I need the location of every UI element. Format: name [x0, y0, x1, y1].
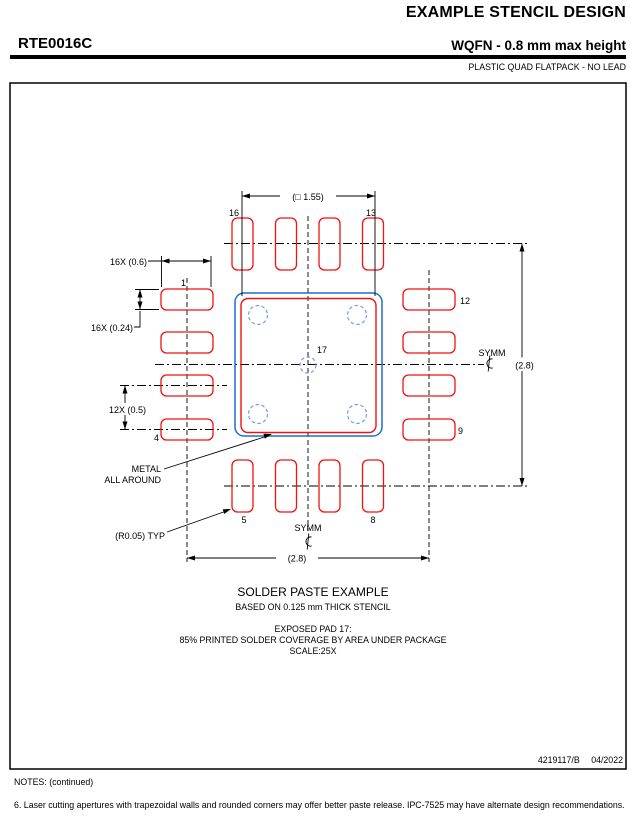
centerlines [120, 216, 527, 562]
symm-right-label: SYMM [478, 348, 506, 358]
title-block [538, 755, 623, 765]
caption-block [10, 585, 616, 657]
note-number: 6. [14, 800, 22, 810]
dim-pad-length-label: 16X (0.6) [109, 257, 147, 267]
pin13-label: 13 [366, 208, 377, 218]
page-title: EXAMPLE STENCIL DESIGN [405, 4, 626, 21]
pad-pin16 [232, 218, 253, 270]
caption-line2: 85% PRINTED SOLDER COVERAGE BY AREA UNDER PACKAGE [179, 634, 447, 645]
symm-right [479, 348, 506, 372]
dim-span-horizontal-label: (2.8) [287, 553, 307, 564]
dim-corner-radius-label: (R0.05) TYP [115, 531, 165, 541]
caption-line3: SCALE:25X [289, 645, 337, 656]
dim-pad-pitch-label: 12X (0.5) [108, 405, 146, 415]
revision-date: 04/2022 [591, 755, 623, 765]
dim-top-width-label: (□ 1.55) [292, 192, 324, 202]
dim-span-vertical-label: (2.8) [515, 360, 534, 371]
note-item-6 [14, 799, 631, 813]
via-circle [249, 405, 268, 424]
dimension-span-horizontal [187, 551, 429, 564]
caption-gap [10, 613, 616, 624]
caption-subtitle: BASED ON 0.125 mm THICK STENCIL [235, 602, 391, 612]
symm-bottom [295, 523, 322, 550]
package-subtitle: WQFN - 0.8 mm max height [451, 38, 626, 53]
pin17-label: 17 [317, 345, 328, 355]
notes-heading: NOTES: (continued) [14, 777, 94, 787]
pin12-label: 12 [460, 296, 471, 306]
part-number: RTE0016C [18, 35, 93, 52]
via-circle [348, 405, 367, 424]
pad-pin14 [319, 218, 340, 270]
center-paste-aperture [241, 299, 376, 433]
pin-labels [154, 208, 470, 525]
caption-title: SOLDER PASTE EXAMPLE [237, 585, 389, 599]
package-type: PLASTIC QUAD FLATPACK - NO LEAD [468, 62, 626, 72]
symm-bottom-label: SYMM [294, 523, 322, 533]
pad-pin13 [363, 218, 384, 270]
via-circle [348, 306, 367, 325]
metal-label-line1: METAL [131, 464, 161, 474]
dim-pad-width-label: 16X (0.24) [90, 323, 133, 333]
centerline-symbol-bottom [306, 534, 312, 550]
dimension-span-vertical [507, 244, 542, 487]
pin9-label: 9 [458, 426, 464, 436]
pin16-label: 16 [228, 208, 239, 218]
pin4-label: 4 [153, 433, 159, 443]
corner-radius-callout [115, 509, 231, 541]
pin8-label: 8 [370, 515, 376, 525]
note-text: Laser cutting apertures with trapezoidal walls and rounded corners may offer better paste release. IPC-7525 may have alternate design recommendations. [23, 800, 625, 810]
via-circle [249, 306, 268, 325]
pad-pin15 [276, 218, 297, 270]
dimension-pad-length [110, 256, 211, 287]
dimension-pad-pitch [96, 386, 148, 430]
dimension-top-width [242, 190, 375, 297]
metal-label-line2: ALL AROUND [104, 475, 161, 485]
doc-number: 4219117/B [537, 755, 580, 765]
sheet-border [10, 83, 626, 769]
caption-line1: EXPOSED PAD 17: [274, 623, 352, 634]
pin5-label: 5 [241, 515, 247, 525]
pin1-label: 1 [180, 278, 186, 288]
dimension-pad-width [91, 290, 159, 334]
